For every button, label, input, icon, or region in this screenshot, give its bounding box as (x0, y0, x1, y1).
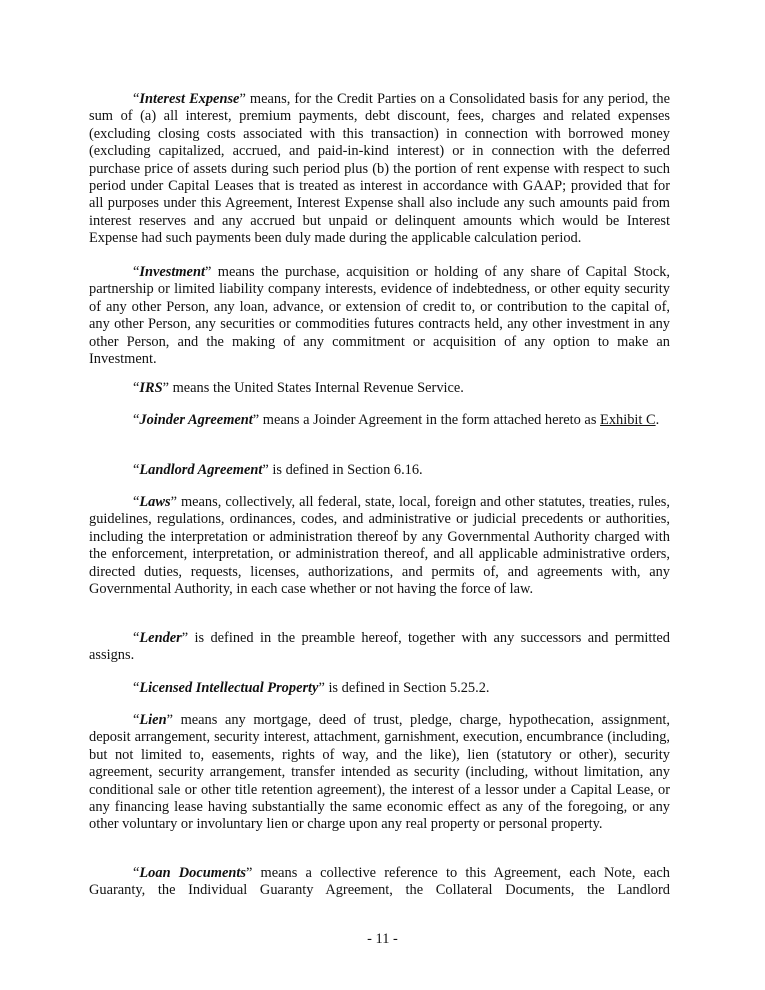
definition-lender (89, 630, 670, 665)
open-quote: “ (133, 680, 140, 696)
defined-term: Joinder Agreement (139, 412, 253, 428)
open-quote: “ (133, 865, 140, 881)
definition-licensed-ip (89, 680, 670, 697)
open-quote: “ (133, 412, 140, 428)
definition-text: ” means any mortgage, deed of trust, pledge, charge, hypothecation, assignment, deposit arrangement, security interest, attachment, garnishment, execution, encumbrance (including, but not limited to, easements, rights of way, and the like), lien (statutory or other), security agreement, security arrangement, transfer intended as security (including, without limitation, any conditional sale or other title retention agreement), the interest of a lessor under a Capital Lease, or any financing lease having substantially the same economic effect as any of the foregoing, or any other voluntary or involuntary lien or charge upon any real property or personal property. (89, 712, 670, 833)
open-quote: “ (133, 380, 140, 396)
open-quote: “ (133, 264, 140, 280)
definition-joinder-agreement (89, 412, 670, 429)
definition-text: ” means the purchase, acquisition or holding of any share of Capital Stock, partnership or limited liability company interests, evidence of indebtedness, or other equity security of any other Person, any loan, advance, or extension of credit to, or contribution to the capital of, any other Person, any securities or commodities futures contracts held, any other investment in any other Person, and the making of any commitment or acquisition of any option to make an Investment. (89, 264, 670, 368)
open-quote: “ (133, 462, 140, 478)
defined-term: Landlord Agreement (139, 462, 263, 478)
defined-term: Lender (139, 630, 182, 646)
definition-irs (89, 380, 670, 397)
exhibit-reference: Exhibit C (600, 412, 656, 428)
open-quote: “ (133, 712, 140, 728)
definition-text: ” is defined in Section 6.16. (262, 462, 423, 478)
defined-term: IRS (139, 380, 163, 396)
definition-tail: . (655, 412, 660, 428)
page-number: - 11 - (367, 931, 398, 947)
defined-term: Investment (139, 264, 205, 280)
definition-interest-expense (89, 91, 670, 248)
defined-term: Laws (139, 494, 171, 510)
definition-text: ” is defined in the preamble hereof, together with any successors and permitted assigns. (89, 630, 670, 664)
definition-lien (89, 712, 670, 834)
definition-text: ” means, collectively, all federal, state, local, foreign and other statutes, treaties, rules, guidelines, regulations, ordinances, codes, and administrative or judicial precedents or authorities, including the interpretation or administration thereof by any Governmental Authority charged with the enforcement, interpretation, or administration thereof, and all applicable administrative orders, directed duties, requests, licenses, authorizations, and permits of, and agreements with, any Governmental Authority, in each case whether or not having the force of law. (89, 494, 670, 598)
definition-text: ” means a Joinder Agreement in the form attached hereto as (252, 412, 601, 428)
defined-term: Lien (139, 712, 167, 728)
defined-term: Licensed Intellectual Property (139, 680, 319, 696)
open-quote: “ (133, 494, 140, 510)
defined-term: Interest Expense (139, 91, 240, 107)
definition-text: ” means, for the Credit Parties on a Consolidated basis for any period, the sum of (a) all interest, premium payments, debt discount, fees, charges and related expenses (excluding closing costs associated with this transaction) in connection with borrowed money (excluding capitalized, accrued, and paid-in-kind interest) or in connection with the deferred purchase price of assets during such period plus (b) the portion of rent expense with respect to such period under Capital Leases that is treated as interest in accordance with GAAP; provided that for all purposes under this Agreement, Interest Expense shall also include any such amounts paid from interest reserves and any accrued but unpaid or delinquent amounts which would be Interest Expense had such payments been duly made during the applicable calculation period. (89, 91, 670, 247)
open-quote: “ (133, 91, 140, 107)
open-quote: “ (133, 630, 140, 646)
definition-laws (89, 494, 670, 598)
definition-text: ” means the United States Internal Revenue Service. (162, 380, 464, 396)
definition-loan-documents (89, 865, 670, 900)
defined-term: Loan Documents (139, 865, 246, 881)
definition-landlord-agreement (89, 462, 670, 479)
definition-text: ” means a collective reference to this Agreement, each Note, each Guaranty, the Individual Guaranty Agreement, the Collateral Documents, the Landlord (89, 865, 670, 899)
definition-investment (89, 264, 670, 368)
definition-text: ” is defined in Section 5.25.2. (318, 680, 490, 696)
